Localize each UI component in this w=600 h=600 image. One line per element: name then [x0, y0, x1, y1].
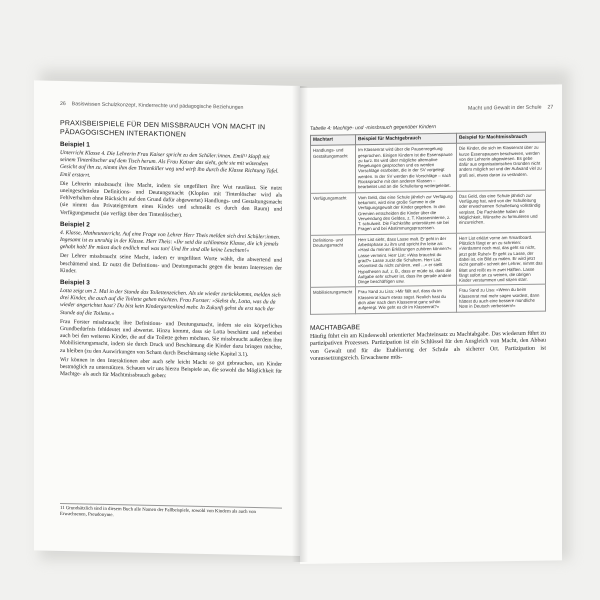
right-page-number: 27 [547, 104, 554, 111]
section-title: PRAXISBEISPIELE FÜR DEN MISSBRAUCH VON MACHT IN PÄDAGOGISCHEN INTERAKTIONEN [60, 119, 266, 139]
table-cell: Das Geld, das eine Schule jährlich zur Verfügung hat, wird von der Schulleitung oder erwachsenen Schulleitung vollständig verplant. Die Fachkräfte haben die Möglichkeit, Wünsche zu formulieren und einzureichen. [456, 190, 545, 233]
example-1-scenario: Unterricht Klasse 4. Die Lehrerin Frau Kaiser spricht zu den Schüler:innen. Emil¹¹ klopft mit seinem Tintenlöscher auf dem Tisch herum. Als Frau Kaiser das sieht, geht sie mit wütendem Gesicht auf ihn zu, nimmt ihm den Tintenkiller weg und wirft ihn durch die Klasse Richtung Tafel. Emil erstarrt. [60, 149, 279, 179]
power-table [310, 132, 546, 315]
table-cell: Herr List sieht, dass Lasse malt. Er geht in der Arbeitsphase zu ihm und spricht ihn leise an: »Hast du meinen Erklärungen zuhören können?« Lasse verneint. Herr List: »Was brauchst du grad?« Lasse zuckt die Schultern. Herr List: »Konntest du nicht zuhören, weil ...« er stellt Hypothesen auf, z. B., dass er müde ist, dass die Aufgabe sehr schwer ist, dass ihn gerade andere Dinge beschäftigen usw. [356, 233, 457, 287]
table-row [311, 190, 546, 235]
table-row [311, 232, 546, 288]
table-caption: Tabelle 4: Machtge- und -missbrauch gegenüber Kindern [310, 124, 437, 132]
table-cell: Die Kinder, die sich im Klassenrat über zu kurze Essenspausen beschweren, werden von der Lehrerin abgewiesen. Es gebe dafür aus organisatorischen Gründen nicht anders möglich sei und der Aufwand viel zu groß sei, etwas daran zu verändern. [456, 142, 545, 191]
example-2-scenario: 4. Klasse, Matheunterricht. Auf eine Frage von Lehrer Herr Theis melden sich drei Schüler:innen. Ingesamt ist es unruhig in der Klasse. Herr Theis: »Ihr seid die schlimmste Klasse, die ich jemals gehabt hab! Ihr müsst doch endlich mal was tun! Und Ihr sind alle keine Leuchten!« [60, 229, 281, 255]
table-row [311, 142, 546, 193]
left-page [34, 80, 300, 556]
left-running-head [60, 101, 243, 111]
example-1-analysis: Die Lehrerin missbraucht ihre Macht, indem sie ungefiltert ihre Wut rauslässt. Sie nutzt uneingeschränkte Definitions- und Deutungsmacht (Klopfen mit Tintenlöscher wird als Fehlverhalten ohne Rücksicht auf den Grund dafür abgewertet) Handlungs- und Gestaltungsmacht (sie nimmt das Privateigentum eines Kindes und schmeißt es durch den Raum) und Verfügungsmacht (sie verfügt über den Tintenlöscher). [60, 180, 282, 219]
column-header: Beispiel für Machtgebrauch [356, 133, 457, 145]
example-3-analysis: Frau Forster missbraucht ihre Definitions- und Deutungsmacht, indem sie ein körperliches Grundbedürfnis fehldeutet und abwertet. Hinzu kommt, dass sie Lotta beschämt und nebenbei auch bei den weiteren Kinder, die auf die Toilette gehen möchten. Sie missbraucht außerdem ihre Mobilisierungsmacht, indem sie durch Druck und Beschämung die Kinder dazu bringen möchte, zu bleiben (zu den Auswirkungen von Scham durch Beschämung siehe Kapitel 3.1). [60, 318, 282, 358]
table-cell: Vom Geld, das eine Schule jährlich zur Verfügung bekommt, wird eine große Summe in die Verfügungsgewalt der Kinder gegeben. In den Gremien entscheiden die Kinder über die Verwendung des Geldes, z. T. Klasseninterne, z. T. schulweit. Die Fachkräfte unterstützen sie bei Fragen und bei Abstimmungsprozessen. [356, 191, 457, 234]
example-3-title: Beispiel 3 [60, 279, 90, 287]
section-2-title: MACHTABGABE [310, 323, 361, 332]
example-3-scenario: Lotta zeigt um 2. Mal in der Stunde das Toilettenzeichen. Als sie wieder zurückkommt, melden sich drei Kinder, die auch auf die Toilette gehen möchten. Frau Forster: »Siehst du, Lotta, was du da wieder angerichtet hast? Du bist kein Kindergartenkind mehr. In Zukunft gehst du erst nach der Stunde auf die Toilette.« [60, 288, 281, 317]
table-row [311, 284, 546, 313]
left-page-number: 26 [60, 100, 66, 108]
section-2-paragraph: Häufig führt ein am Kindeswohl orientierter Machteinsatz zu Machtabgabe. Das wiederum führt zu partizipativen Prozessen. Partizipation ist ein Schlüssel für den Ausgleich von Macht, den Abbau von Gewalt und für die Etablierung der Schule als sicherer Ort. Partizipation ist voraussetzungsreich. Erwachsene müs- [310, 330, 546, 363]
example-1-title: Beispiel 1 [60, 140, 90, 149]
table-cell: Herr List erklärt vorne am Smartboard. Plötzlich fängt er an zu schreien: »Verdammt noch mal, das geht so nicht, jetzt gebt Ruhe!« Er geht zu Lasse, der dabei ist, ein Bild zu malen. Er wird jetzt nicht gemalt!« schreit der Lehrer, nimmt das Blatt und reißt es in zwei Hälften. Lasse fängt sofort an zu weinen, die übrigen Kinder verstummen und sitzen starr. [456, 232, 545, 286]
column-header: Beispiel für Machtmissbrauch [456, 132, 545, 144]
right-running-head [468, 104, 553, 111]
table-cell: Handlungs- und Gestaltungsmacht [311, 145, 356, 193]
left-content [60, 119, 282, 385]
example-2-analysis: Der Lehrer missbraucht seine Macht, indem er ungefiltert Worte wählt, die abwertend und beschämend sind. Er nutzt die Definitions- und Deutungsmacht gegen die besten Interessen der Kinder. [60, 253, 282, 275]
closing-paragraph: Wir können in den Interaktionen aber auch sehr leicht Macht so gut gebrauchen, um Kinder bestmöglich zu unterstützen. Schauen wir uns hierzu Beispiele an, die sowohl die Möglichkeit für Machtge- als auch für Machtmissbrauch geben: [60, 356, 282, 380]
footnote: 11 Grundsätzlich sind in diesem Buch alle Namen der Fallbeispiele, sowohl von Kindern als auch von Erwachsenen, Pseudonyme. [60, 503, 282, 523]
table-cell: Frau Sand zu Lisa: »Mir fällt auf, dass du im Klassenrat kaum etwas sagst. Neulich hast du dich aber nach dem Klassenrat ganz schön aufgeregt. Wie geht es dir im Klassenrat?« [356, 286, 457, 314]
example-2-title: Beispiel 2 [60, 220, 90, 229]
table-cell: Mobilisierungsmacht [311, 287, 356, 314]
table-cell: Definitions- und Deutungsmacht [311, 234, 356, 287]
right-page [300, 84, 562, 564]
right-content [310, 123, 546, 366]
left-running-head-text: Basiswissen Schulzkonzept, Kinderrechte und pädagogische Beziehungen [71, 101, 244, 111]
right-running-head-text: Macht und Gewalt in der Schule [468, 104, 542, 112]
book-gutter [292, 86, 308, 562]
table-cell: Frau Sand zu Lisa: »Wenn du beim Klassenrat mal mehr sagen würdest, dann hättest du auch eine bessere mündliche Note in Deutsch verbessern!« [456, 284, 545, 311]
column-header: Machtart [311, 135, 356, 146]
table-cell: Im Klassenrat wird über die Pausenregelung gesprochen. Einigen Kindern ist die Essenspause zu kurz. Es wird über mögliche alternative Regelungen gesprochen und es werden Vorschläge erarbeitet, die in der SV vorgelegt werden. In der SV werden die Vorschläge – nach Rücksprache mit den anderen Klassen – bearbeitet und an die Schulleitung weitergeleitet. [356, 144, 457, 193]
table-cell: Verfügungsmacht [311, 192, 356, 235]
